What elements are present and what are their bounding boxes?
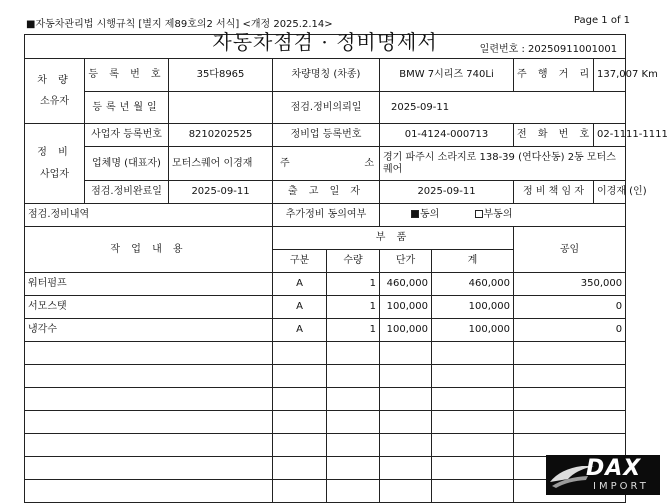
table-row — [25, 388, 626, 411]
qty-cell: 1 — [327, 296, 380, 319]
work-cell — [25, 365, 273, 388]
total-cell — [432, 342, 514, 365]
type-cell — [273, 342, 327, 365]
total-cell — [432, 411, 514, 434]
parts-header: 부 품 — [273, 227, 514, 250]
qty-header: 수량 — [327, 250, 380, 273]
serial-value: 20250911001001 — [528, 43, 618, 55]
work-cell: 서모스탯 — [25, 296, 273, 319]
qty-cell: 1 — [327, 273, 380, 296]
table-row — [25, 319, 626, 342]
table-row — [25, 365, 626, 388]
total-cell: 460,000 — [432, 273, 514, 296]
company-value: 모터스퀘어 이경재 — [169, 147, 273, 181]
manager-label: 정 비 책 임 자 — [514, 181, 594, 204]
complete-date-value: 2025-09-11 — [169, 181, 273, 204]
consent-label: 추가정비 동의여부 — [273, 204, 380, 227]
unit-price-cell — [380, 342, 432, 365]
vehicle-section-label: 차 량 소유자 — [25, 59, 85, 124]
logo-sub: IMPORT — [593, 481, 649, 492]
table-row — [25, 411, 626, 434]
release-date-label: 출 고 일 자 — [273, 181, 380, 204]
work-cell — [25, 388, 273, 411]
phone-label: 전 화 번 호 — [514, 124, 594, 147]
phone-value: 02-1111-1111 — [594, 124, 626, 147]
shop-reg-value: 01-4124-000713 — [380, 124, 514, 147]
work-header: 작 업 내 용 — [25, 227, 273, 273]
unit-price-cell — [380, 388, 432, 411]
qty-cell — [327, 434, 380, 457]
type-cell — [273, 411, 327, 434]
qty-cell — [327, 365, 380, 388]
labor-cell: 350,000 — [514, 273, 626, 296]
biz-no-label: 사업자 등록번호 — [85, 124, 169, 147]
page-indicator: Page 1 of 1 — [573, 15, 630, 26]
labor-header: 공임 — [514, 227, 626, 273]
total-header: 계 — [432, 250, 514, 273]
qty-cell — [327, 480, 380, 503]
work-cell — [25, 480, 273, 503]
request-date-label: 점검.정비의뢰일 — [273, 92, 380, 124]
reg-no-value: 35다8965 — [169, 59, 273, 92]
serial-label: 일련번호 : — [479, 43, 529, 55]
unit-price-header: 단가 — [380, 250, 432, 273]
law-reference: ■자동차관리법 시행규칙 [별지 제89호의2 서식] <개정 2025.2.14> — [26, 19, 333, 30]
work-cell — [25, 457, 273, 480]
unit-price-cell: 460,000 — [380, 273, 432, 296]
table-row — [25, 480, 626, 503]
table-row — [25, 296, 626, 319]
labor-cell: 0 — [514, 296, 626, 319]
type-cell: A — [273, 319, 327, 342]
release-date-value: 2025-09-11 — [380, 181, 514, 204]
company-label: 업체명 (대표자) — [85, 147, 169, 181]
agree-checkbox[interactable] — [411, 210, 419, 218]
qty-cell — [327, 342, 380, 365]
total-cell: 100,000 — [432, 296, 514, 319]
address-label: 주 소 — [273, 147, 380, 181]
work-cell — [25, 342, 273, 365]
table-row — [25, 434, 626, 457]
model-value: BMW 7시리즈 740Li — [380, 59, 514, 92]
total-cell: 100,000 — [432, 319, 514, 342]
total-cell — [432, 365, 514, 388]
request-date-value: 2025-09-11 — [380, 92, 626, 124]
shop-reg-label: 정비업 등록번호 — [273, 124, 380, 147]
disagree-label: 부동의 — [483, 209, 513, 221]
qty-cell — [327, 457, 380, 480]
total-cell — [432, 388, 514, 411]
type-header: 구분 — [273, 250, 327, 273]
table-row — [25, 342, 626, 365]
address-value: 경기 파주시 소라지로 138-39 (연다산동) 2동 모터스퀘어 — [380, 147, 626, 181]
type-cell — [273, 388, 327, 411]
biz-no-value: 8210202525 — [169, 124, 273, 147]
reg-date-label: 등록년월일 — [85, 92, 169, 124]
reg-date-value — [169, 92, 273, 124]
unit-price-cell — [380, 365, 432, 388]
mileage-value: 137,007 Km — [594, 59, 626, 92]
labor-cell — [514, 434, 626, 457]
labor-cell — [514, 388, 626, 411]
qty-cell: 1 — [327, 319, 380, 342]
model-label: 차량명칭 (차종) — [273, 59, 380, 92]
qty-cell — [327, 411, 380, 434]
shop-section-label: 정 비 사업자 — [25, 124, 85, 204]
title-cell — [25, 30, 626, 59]
type-cell — [273, 480, 327, 503]
dax-import-logo — [546, 455, 660, 495]
qty-cell — [327, 388, 380, 411]
logo-name: DAX — [586, 456, 642, 481]
unit-price-cell — [380, 480, 432, 503]
disagree-checkbox[interactable] — [475, 210, 483, 218]
consent-options — [380, 204, 626, 227]
table-row — [25, 273, 626, 296]
unit-price-cell — [380, 434, 432, 457]
form-title: 자동차점검 · 정비명세서 — [212, 30, 438, 54]
type-cell — [273, 365, 327, 388]
type-cell — [273, 457, 327, 480]
total-cell — [432, 457, 514, 480]
type-cell — [273, 434, 327, 457]
unit-price-cell: 100,000 — [380, 296, 432, 319]
total-cell — [432, 434, 514, 457]
labor-cell: 0 — [514, 319, 626, 342]
labor-cell — [514, 365, 626, 388]
complete-date-label: 점검.정비완료일 — [85, 181, 169, 204]
work-cell — [25, 411, 273, 434]
manager-value: 이경재 (인) — [594, 181, 626, 204]
work-cell: 워터펌프 — [25, 273, 273, 296]
type-cell: A — [273, 296, 327, 319]
mileage-label: 주 행 거 리 — [514, 59, 594, 92]
work-cell: 냉각수 — [25, 319, 273, 342]
reg-no-label: 등 록 번 호 — [85, 59, 169, 92]
labor-cell — [514, 411, 626, 434]
inspection-form — [24, 30, 668, 503]
unit-price-cell: 100,000 — [380, 319, 432, 342]
table-row — [25, 457, 626, 480]
unit-price-cell — [380, 457, 432, 480]
type-cell: A — [273, 273, 327, 296]
labor-cell — [514, 342, 626, 365]
serial-number — [480, 44, 617, 56]
unit-price-cell — [380, 411, 432, 434]
work-cell — [25, 434, 273, 457]
total-cell — [432, 480, 514, 503]
agree-label: 동의 — [420, 209, 440, 221]
details-label: 점검.정비내역 — [25, 204, 273, 227]
